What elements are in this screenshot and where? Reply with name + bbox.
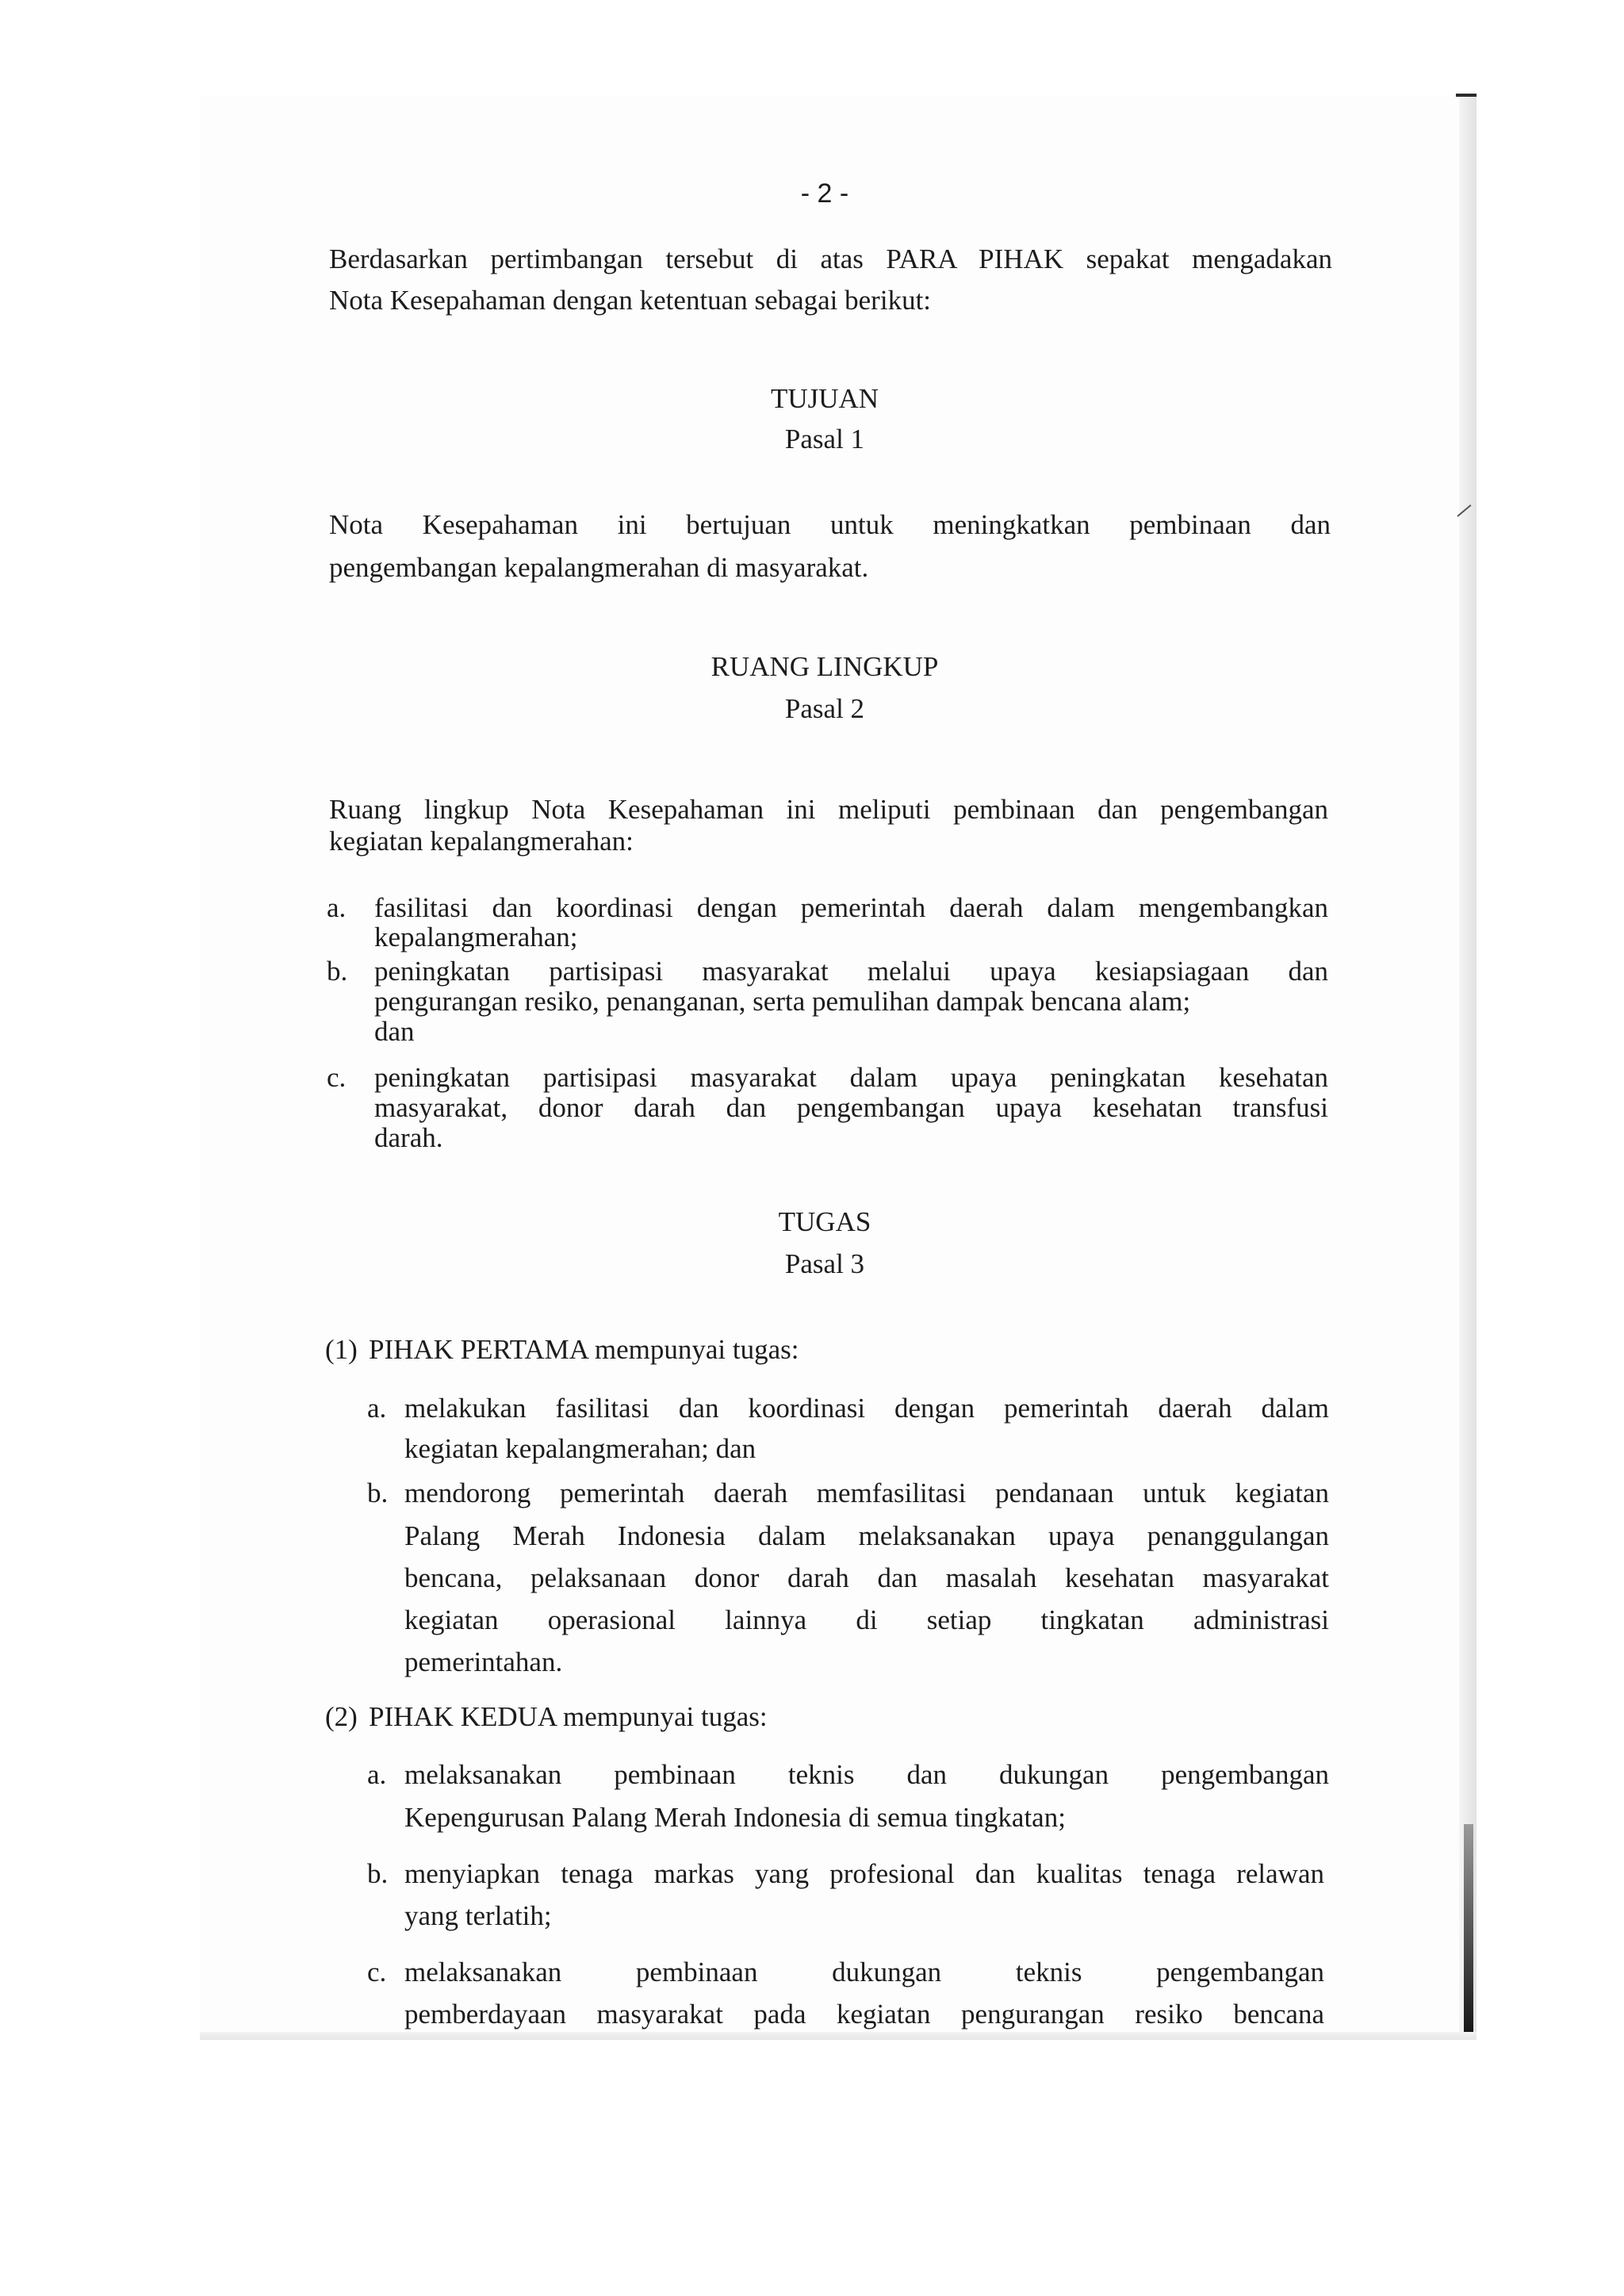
list-item-text: mendorong pemerintah daerah memfasilitasi pendanaan untuk kegiatan xyxy=(404,1478,1329,1508)
section2-line-2: kegiatan kepalangmerahan: xyxy=(329,826,634,857)
list-item-text: Palang Merah Indonesia dalam melaksanakan upaya penanggulangan xyxy=(404,1520,1329,1551)
list-marker: c. xyxy=(327,1062,347,1093)
clause-heading: PIHAK KEDUA mempunyai tugas: xyxy=(369,1701,768,1732)
list-item-text: melaksanakan pembinaan teknis dan dukungan pengembangan xyxy=(404,1759,1329,1790)
list-item-text: kegiatan operasional lainnya di setiap tingkatan administrasi xyxy=(404,1604,1329,1635)
section-title-tugas: TUGAS xyxy=(778,1206,871,1237)
section-title-ruang-lingkup: RUANG LINGKUP xyxy=(710,651,939,682)
list-marker: b. xyxy=(367,1478,389,1508)
scan-edge-right xyxy=(1459,95,1477,2040)
list-item-text: menyiapkan tenaga markas yang profesional dan kualitas tenaga relawan xyxy=(404,1858,1324,1889)
section-title-tujuan: TUJUAN xyxy=(770,383,879,414)
list-item-text: darah. xyxy=(374,1122,443,1153)
list-item-text: pengurangan resiko, penanganan, serta pemulihan dampak bencana alam; xyxy=(374,986,1191,1017)
list-item-text: kegiatan kepalangmerahan; dan xyxy=(404,1433,756,1464)
clause-marker: (1) xyxy=(325,1334,358,1365)
list-marker: a. xyxy=(327,892,347,923)
list-item-text: dan xyxy=(374,1016,415,1047)
scan-edge-top xyxy=(1456,94,1477,97)
list-item-text: masyarakat, donor darah dan pengembangan upaya kesehatan transfusi xyxy=(374,1092,1328,1123)
clause-marker: (2) xyxy=(325,1701,358,1732)
list-item-text: yang terlatih; xyxy=(404,1900,552,1931)
page-number: - 2 - xyxy=(800,178,849,209)
intro-line-1: Berdasarkan pertimbangan tersebut di atas PARA PIHAK sepakat mengadakan xyxy=(329,243,1332,274)
list-item-text: bencana, pelaksanaan donor darah dan masalah kesehatan masyarakat xyxy=(404,1562,1329,1593)
scan-edge-shadow xyxy=(1464,1824,1473,2040)
scan-bottom-shadow xyxy=(200,2032,1477,2040)
list-item-text: melakukan fasilitasi dan koordinasi dengan pemerintah daerah dalam xyxy=(404,1393,1329,1424)
list-marker: b. xyxy=(327,956,348,987)
pasal-3: Pasal 3 xyxy=(784,1248,865,1279)
section2-line-1: Ruang lingkup Nota Kesepahaman ini meliputi pembinaan dan pengembangan xyxy=(329,794,1328,825)
pasal-2: Pasal 2 xyxy=(784,693,865,724)
list-item-text: fasilitasi dan koordinasi dengan pemerintah daerah dalam mengembangkan xyxy=(374,892,1328,923)
section1-line-2: pengembangan kepalangmerahan di masyarakat. xyxy=(329,552,869,583)
intro-line-2: Nota Kesepahaman dengan ketentuan sebagai berikut: xyxy=(329,285,932,316)
pasal-1: Pasal 1 xyxy=(784,424,865,454)
list-item-text: peningkatan partisipasi masyarakat melalui upaya kesiapsiagaan dan xyxy=(374,956,1328,987)
list-item-text: Kepengurusan Palang Merah Indonesia di semua tingkatan; xyxy=(404,1802,1066,1833)
list-item-text: peningkatan partisipasi masyarakat dalam upaya peningkatan kesehatan xyxy=(374,1062,1328,1093)
list-item-text: pemerintahan. xyxy=(404,1646,563,1677)
list-marker: a. xyxy=(367,1759,387,1790)
list-item-text: pemberdayaan masyarakat pada kegiatan pengurangan resiko bencana xyxy=(404,1999,1324,2030)
list-marker: c. xyxy=(367,1957,387,1987)
list-item-text: melaksanakan pembinaan dukungan teknis pengembangan xyxy=(404,1957,1324,1987)
clause-heading: PIHAK PERTAMA mempunyai tugas: xyxy=(369,1334,799,1365)
section1-line-1: Nota Kesepahaman ini bertujuan untuk meningkatkan pembinaan dan xyxy=(329,509,1331,540)
list-marker: a. xyxy=(367,1393,387,1424)
list-item-text: kepalangmerahan; xyxy=(374,922,578,953)
list-marker: b. xyxy=(367,1858,389,1889)
